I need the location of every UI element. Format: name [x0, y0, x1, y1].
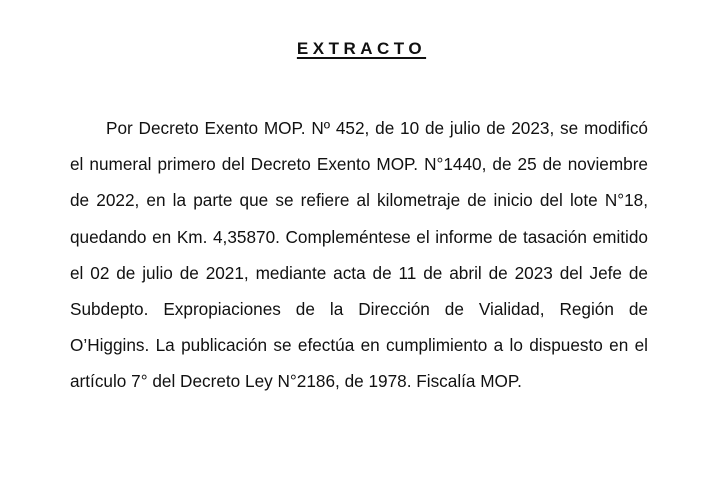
document-title: EXTRACTO: [296, 39, 427, 58]
document-body-paragraph: Por Decreto Exento MOP. Nº 452, de 10 de julio de 2023, se modificó el numeral primero del Decreto Exento MOP. N°1440, de 25 de noviembre de 2022, en la parte que se refiere al kilometraje de inicio del lote N°18, quedando en Km. 4,35870. Compleméntese el informe de tasación emitido el 02 de julio de 2021, mediante acta de 11 de abril de 2023 del Jefe de Subdepto. Expropiaciones de la Dirección de Vialidad, Región de O’Higgins. La publicación se efectúa en cumplimiento a lo dispuesto en el artículo 7° del Decreto Ley N°2186, de 1978. Fiscalía MOP.: [70, 118, 648, 392]
